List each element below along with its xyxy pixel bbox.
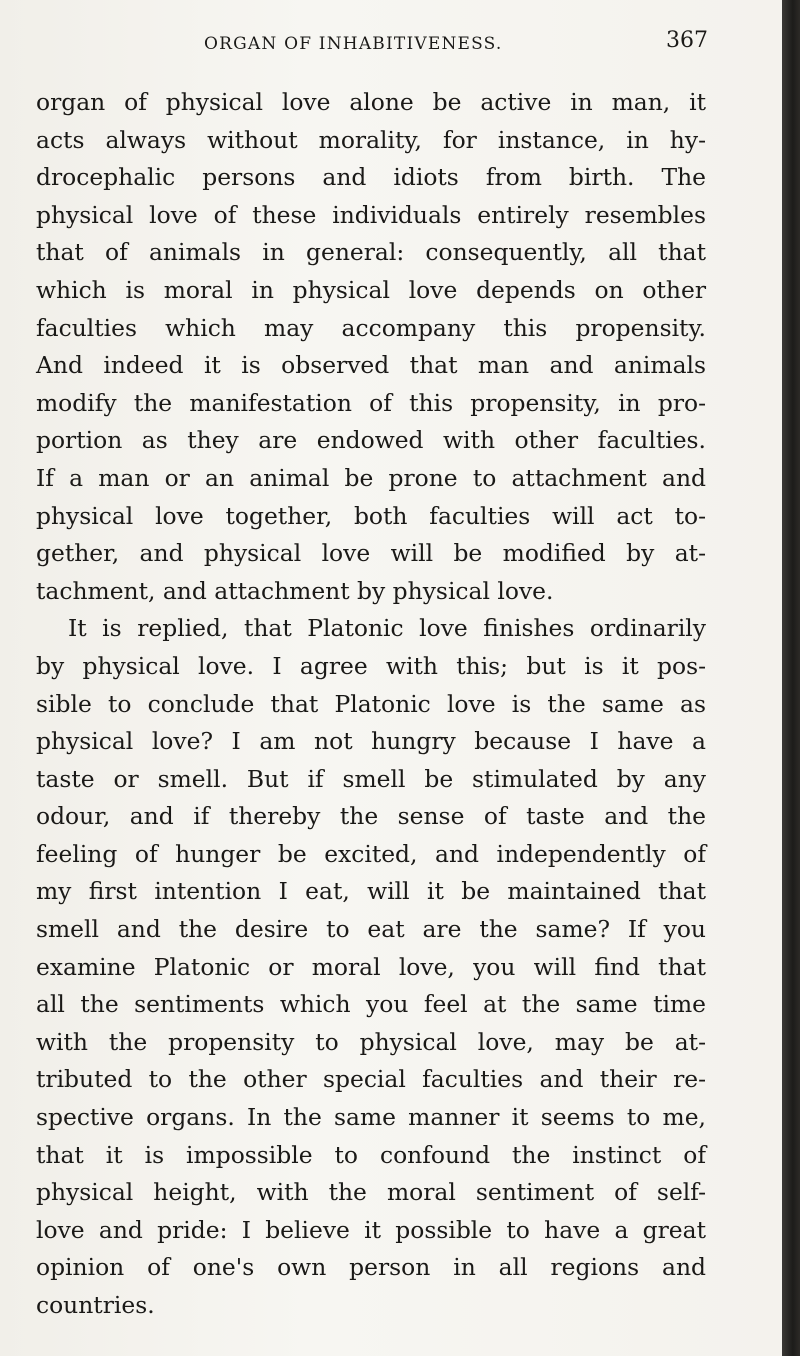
text-line: which is moral in physical love depends on other <box>36 275 706 304</box>
text-line: If a man or an animal be prone to attachment and <box>36 463 706 492</box>
paragraph-end-line: countries. <box>36 1291 155 1319</box>
text-line: tributed to the other special faculties and their re- <box>36 1065 706 1094</box>
text-line: all the sentiments which you feel at the same time <box>36 990 706 1019</box>
text-line: spective organs. In the same manner it seems to me, <box>36 1103 706 1132</box>
body-text <box>36 84 706 1325</box>
text-line: sible to conclude that Platonic love is the same as <box>36 689 706 718</box>
text-line: opinion of one's own person in all regions and <box>36 1253 706 1282</box>
text-line: feeling of hunger be excited, and independently of <box>36 839 706 868</box>
text-line: that of animals in general: consequently, all that <box>36 238 706 267</box>
paragraph-start-line: It is replied, that Platonic love finishes ordinarily <box>68 614 706 643</box>
running-head: ORGAN OF INHABITIVENESS. <box>204 34 503 54</box>
text-line: taste or smell. But if smell be stimulated by any <box>36 764 706 793</box>
text-line: that it is impossible to confound the instinct of <box>36 1140 706 1169</box>
text-line: acts always without morality, for instance, in hy- <box>36 125 706 154</box>
paragraph-end-line: tachment, and attachment by physical love. <box>36 576 554 605</box>
page-number: 367 <box>666 28 708 53</box>
page-header <box>36 28 710 62</box>
text-line: faculties which may accompany this propensity. <box>36 313 706 342</box>
text-line: physical love? I am not hungry because I have a <box>36 727 706 756</box>
text-line: physical love together, both faculties will act to- <box>36 501 706 530</box>
text-line: my first intention I eat, will it be maintained that <box>36 877 706 906</box>
text-line: love and pride: I believe it possible to have a great <box>36 1215 706 1244</box>
page-gutter <box>782 0 800 1356</box>
text-line: with the propensity to physical love, may be at- <box>36 1027 706 1056</box>
text-line: And indeed it is observed that man and animals <box>36 351 706 380</box>
text-line: modify the manifestation of this propensity, in pro- <box>36 388 706 417</box>
text-line: odour, and if thereby the sense of taste and the <box>36 802 706 831</box>
text-line: by physical love. I agree with this; but is it pos- <box>36 651 706 680</box>
text-line: drocephalic persons and idiots from birth. The <box>36 163 706 192</box>
text-line: gether, and physical love will be modified by at- <box>36 539 706 568</box>
text-line: organ of physical love alone be active in man, it <box>36 88 706 116</box>
text-line: physical love of these individuals entirely resembles <box>36 200 706 229</box>
text-line: portion as they are endowed with other faculties. <box>36 426 706 455</box>
text-line: physical height, with the moral sentiment of self- <box>36 1178 706 1207</box>
text-line: smell and the desire to eat are the same? If you <box>36 915 706 944</box>
text-line: examine Platonic or moral love, you will find that <box>36 952 706 981</box>
